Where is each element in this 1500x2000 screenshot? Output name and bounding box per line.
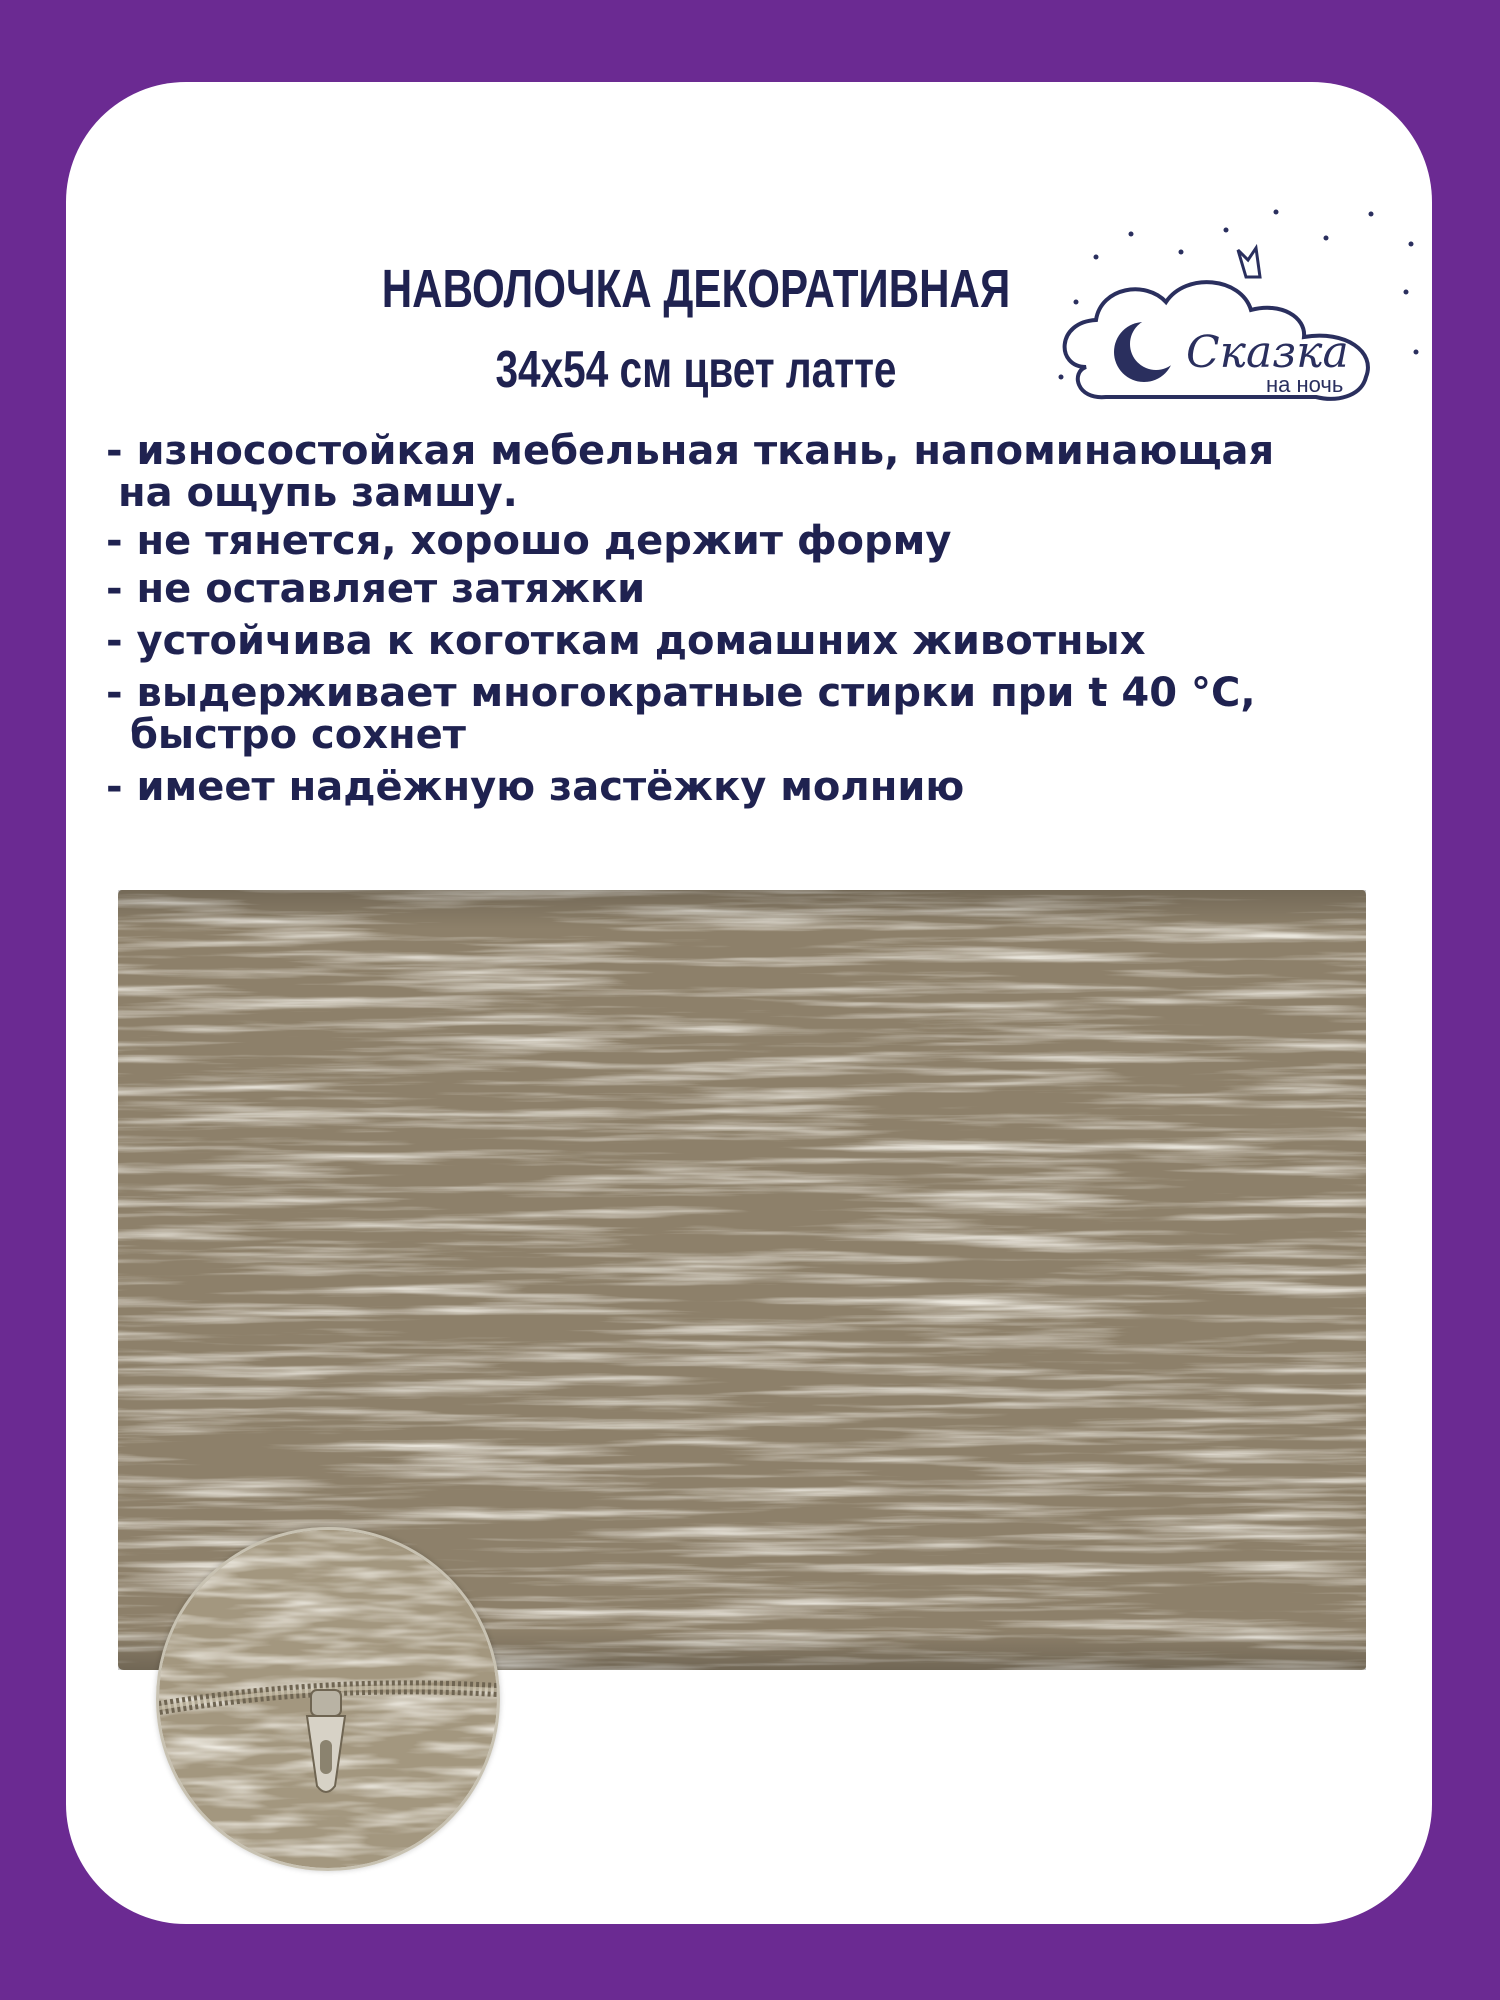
feature-item: - износостойкая мебельная ткань, напоминающая <box>106 428 1275 474</box>
brand-subname: на ночь <box>1266 372 1344 397</box>
feature-item: - не оставляет затяжки <box>106 566 646 612</box>
zipper-icon <box>159 1530 497 1868</box>
product-title: НАВОЛОЧКА ДЕКОРАТИВНАЯ <box>381 259 1011 319</box>
feature-item: - имеет надёжную застёжку молнию <box>106 764 965 810</box>
feature-item: - выдерживает многократные стирки при t 40 °C, <box>106 670 1256 716</box>
feature-item: - не тянется, хорошо держит форму <box>106 518 952 564</box>
feature-item-continuation: быстро сохнет <box>130 712 466 758</box>
cat-icon <box>1238 248 1260 277</box>
product-card <box>66 82 1432 1924</box>
brand-name: Сказка <box>1186 327 1349 378</box>
feature-item: - устойчива к коготкам домашних животных <box>106 618 1146 664</box>
zipper-detail-image <box>156 1527 500 1871</box>
product-subtitle: 34x54 см цвет латте <box>495 341 897 399</box>
feature-item-continuation: на ощупь замшу. <box>118 470 518 516</box>
feature-list <box>106 430 1274 808</box>
